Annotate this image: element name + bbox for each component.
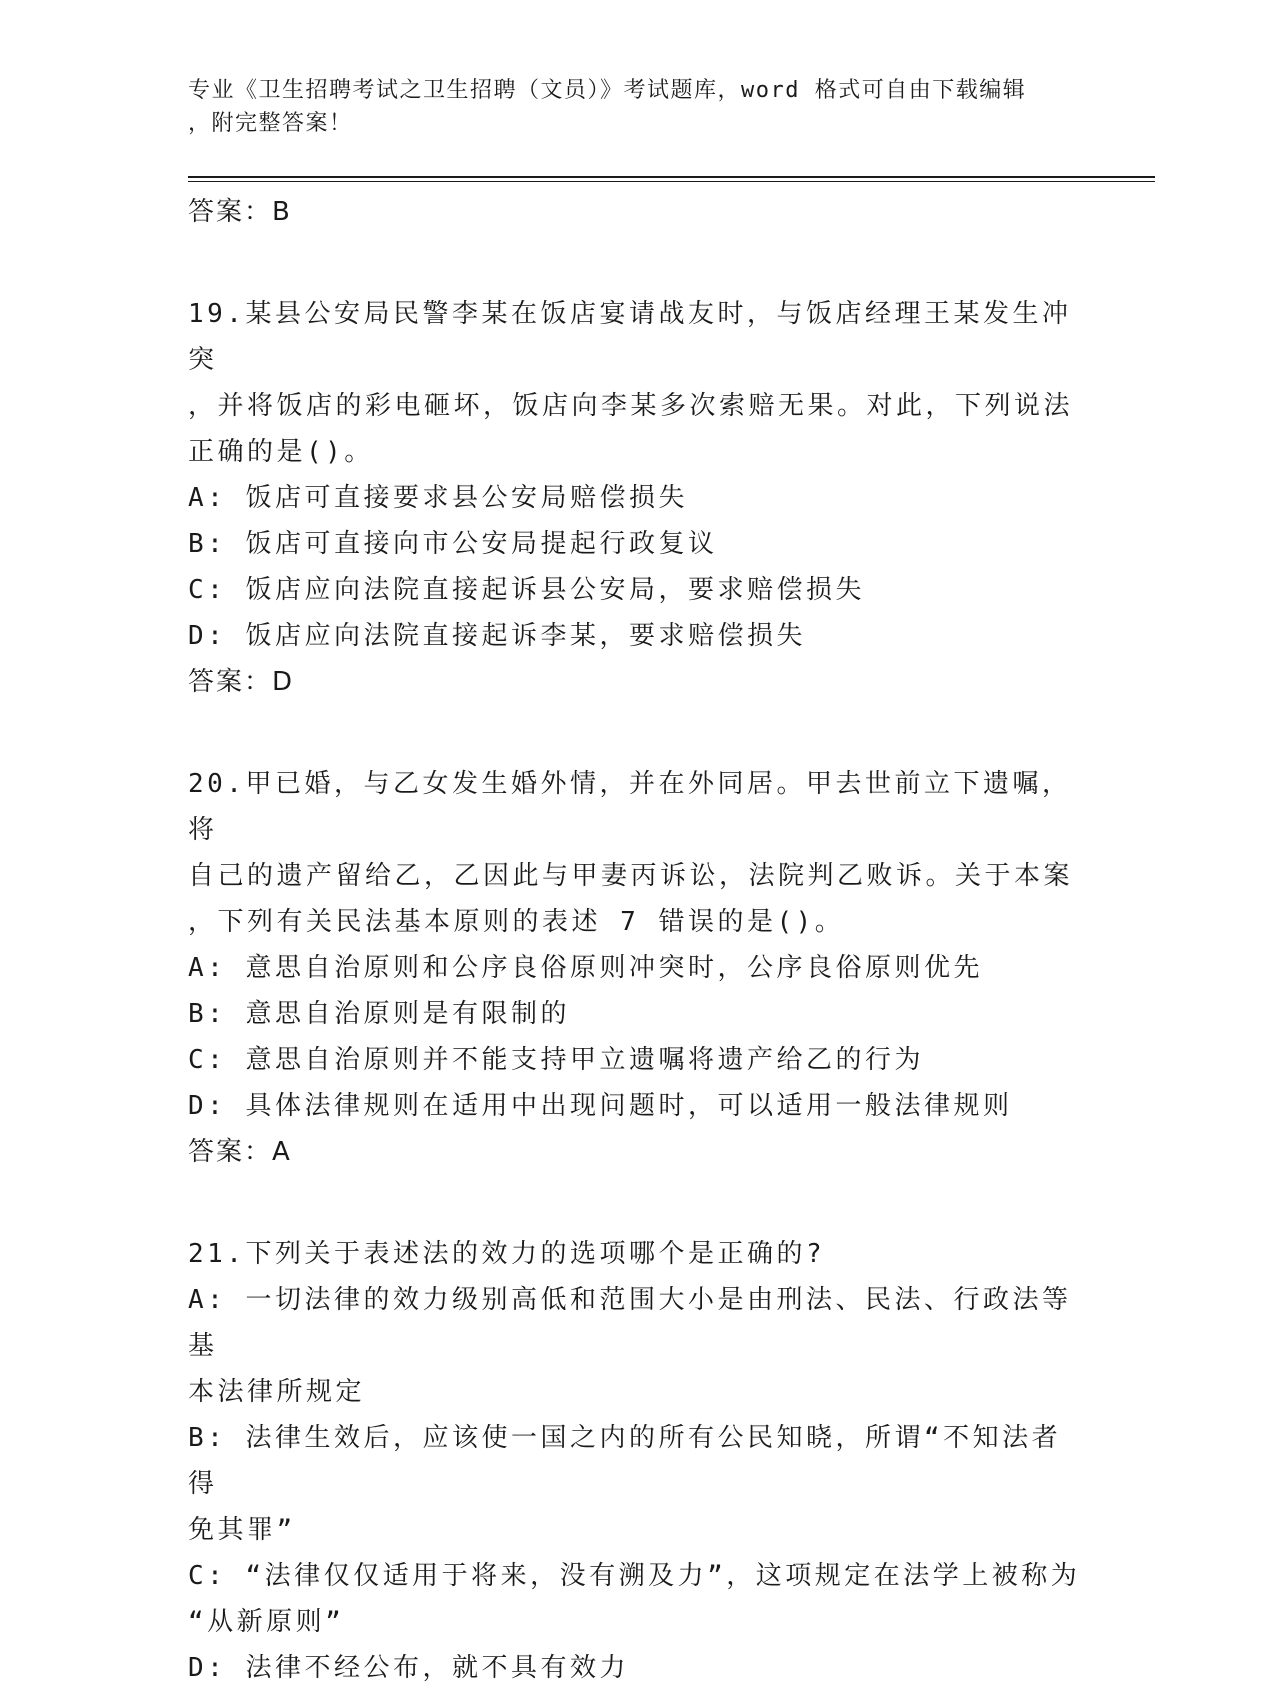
option-a-continued: 本法律所规定 (188, 1377, 366, 1407)
question-stem-line: 自己的遗产留给乙，乙因此与甲妻丙诉讼，法院判乙败诉。关于本案 (188, 861, 1074, 891)
option-b: B: 饭店可直接向市公安局提起行政复议 (188, 529, 718, 559)
option-d: D: 饭店应向法院直接起诉李某，要求赔偿损失 (188, 621, 806, 651)
question-stem-line: 21.下列关于表述法的效力的选项哪个是正确的? (188, 1239, 826, 1269)
option-c-continued: “从新原则” (188, 1607, 345, 1637)
option-c: C: 意思自治原则并不能支持甲立遗嘱将遗产给乙的行为 (188, 1045, 924, 1075)
answer-line: 答案：D (188, 667, 295, 697)
question-stem-line: ，并将饭店的彩电砸坏，饭店向李某多次索赔无果。对此，下列说法 (188, 391, 1074, 421)
option-d: D: 法律不经公布，就不具有效力 (188, 1653, 629, 1683)
option-b-continued: 免其罪” (188, 1515, 296, 1545)
question-stem-line: ，下列有关民法基本原则的表述 7 错误的是()。 (188, 907, 845, 937)
question-stem-line: 20.甲已婚，与乙女发生婚外情，并在外同居。甲去世前立下遗嘱，将 (188, 769, 1072, 845)
question-item (188, 291, 1088, 705)
header-divider (188, 181, 1155, 182)
option-b: B: 意思自治原则是有限制的 (188, 999, 570, 1029)
option-a: A: 一切法律的效力级别高低和范围大小是由刑法、民法、行政法等基 (188, 1285, 1072, 1361)
question-item (188, 761, 1088, 1175)
answer-line: 答案：B (188, 197, 292, 227)
option-d: D: 具体法律规则在适用中出现问题时，可以适用一般法律规则 (188, 1091, 1013, 1121)
header-divider (188, 176, 1155, 178)
header-line: 专业《卫生招聘考试之卫生招聘（文员）》考试题库，word 格式可自由下载编辑 (188, 78, 1027, 103)
option-a: A: 饭店可直接要求县公安局赔偿损失 (188, 483, 688, 513)
document-header (188, 74, 1088, 140)
question-stem-line: 19.某县公安局民警李某在饭店宴请战友时，与饭店经理王某发生冲突 (188, 299, 1072, 375)
option-c: C: 饭店应向法院直接起诉县公安局，要求赔偿损失 (188, 575, 865, 605)
header-line: ，附完整答案！ (188, 111, 353, 136)
question-list (188, 189, 1088, 1691)
question-stem-line: 正确的是()。 (188, 437, 374, 467)
option-a: A: 意思自治原则和公序良俗原则冲突时，公序良俗原则优先 (188, 953, 983, 983)
option-b: B: 法律生效后，应该使一国之内的所有公民知晓，所谓“不知法者得 (188, 1423, 1062, 1499)
answer-line: 答案：A (188, 1137, 292, 1167)
question-item (188, 1231, 1088, 1691)
option-c: C: “法律仅仅适用于将来，没有溯及力”，这项规定在法学上被称为 (188, 1561, 1081, 1591)
